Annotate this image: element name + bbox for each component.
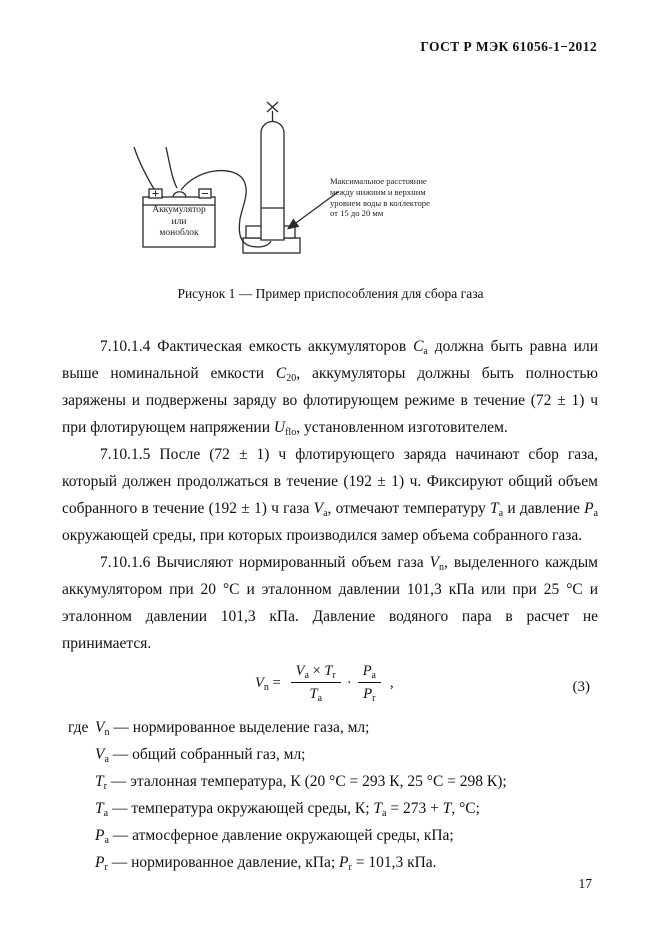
wire-left: [134, 147, 154, 189]
paragraph-7-10-1-6: 7.10.1.6 Вычисляют нормированный объем газа $V_n$, выделенного каждым аккумулятором при 20 °С и эталонном давлении 101,3 кПа или при 25 °С и эталонном давлении 101,3 кПа. Давление водяного пара в расчет не принимается.: [62, 554, 598, 652]
battery-center-post: [173, 192, 186, 197]
valve-x-icon: [267, 102, 278, 112]
multiply-dot-operator: ·: [346, 674, 352, 691]
annotation-line: Максимальное расстояние: [330, 176, 427, 186]
battery-label: [143, 205, 215, 240]
battery-label-line: или: [171, 216, 187, 227]
figure-annotation: [330, 176, 462, 219]
formula-comma: ,: [390, 674, 394, 691]
fraction-2-numerator: $P_a$: [358, 662, 381, 683]
fraction-1-denominator: $T_a$: [309, 686, 323, 704]
annotation-line: от 15 до 20 мм: [330, 208, 384, 219]
formula-3: [62, 662, 598, 710]
document-title: ГОСТ Р МЭК 61056-1−2012: [420, 39, 597, 54]
annotation-line: между нижним и верхним: [330, 186, 426, 197]
where-item: $P_r$ — нормированное давление, кПа; $P_r = 101,3$ кПа.: [95, 854, 437, 873]
where-item: $T_r$ — эталонная температура, К (20 °С = 293 К, 25 °С = 298 К);: [95, 773, 507, 792]
formula-equation: [255, 662, 394, 703]
where-item: [62, 714, 598, 741]
where-item: $P_a$ — атмосферное давление окружающей среды, кПа;: [95, 827, 454, 846]
document-body: [62, 333, 598, 876]
paragraph-7-10-1-4: 7.10.1.4 Фактическая емкость аккумуляторов $C_а$ должна быть равна или выше номинальной емкости $C_{20}$, аккумуляторы должны быть полностью заряжены и подвержены заряду во флотирующем режиме в течение (72 ± 1) ч при флотирующем напряжении $U_{flo}$, установленном изготовителем.: [62, 338, 598, 438]
formula-lhs: $V_n$ =: [255, 674, 281, 693]
fraction-2: [358, 662, 381, 703]
figure-caption: Рисунок 1 — Пример приспособления для сбора газа: [177, 286, 484, 301]
where-definitions: [62, 714, 598, 876]
annotation-line: уровнем воды в коллекторе: [330, 197, 430, 208]
where-item: $T_a$ — температура окружающей среды, К; $T_a = 273 + T$, °С;: [95, 800, 480, 819]
paragraph-7-10-1-5: 7.10.1.5 После (72 ± 1) ч флотирующего заряда начинают сбор газа, который должен продолжаться в течение (192 ± 1) ч. Фиксируют общий объем собранного в течение (192 ± 1) ч газа $V_а$, отмечают температуру $T_а$ и давление $P_а$ окружающей среды, при которых производился замер объема собранного газа.: [62, 446, 598, 544]
fraction-1-numerator: $V_a \times T_r$: [291, 662, 341, 683]
formula-number: (3): [572, 679, 590, 695]
fraction-1: [291, 662, 341, 703]
figure-1: [98, 95, 518, 263]
battery-label-line: моноблок: [159, 228, 199, 238]
gas-collection-tube: [261, 122, 284, 241]
where-item: $V_a$ — общий собранный газ, мл;: [95, 746, 306, 765]
where-label: где: [68, 719, 89, 736]
where-item-text: $V_n$ — нормированное выделение газа, мл;: [95, 719, 370, 738]
fraction-2-denominator: $P_r$: [363, 686, 376, 704]
wire-middle: [166, 147, 177, 188]
battery-label-line: Аккумулятор: [152, 205, 206, 215]
page-number: 17: [578, 876, 592, 891]
